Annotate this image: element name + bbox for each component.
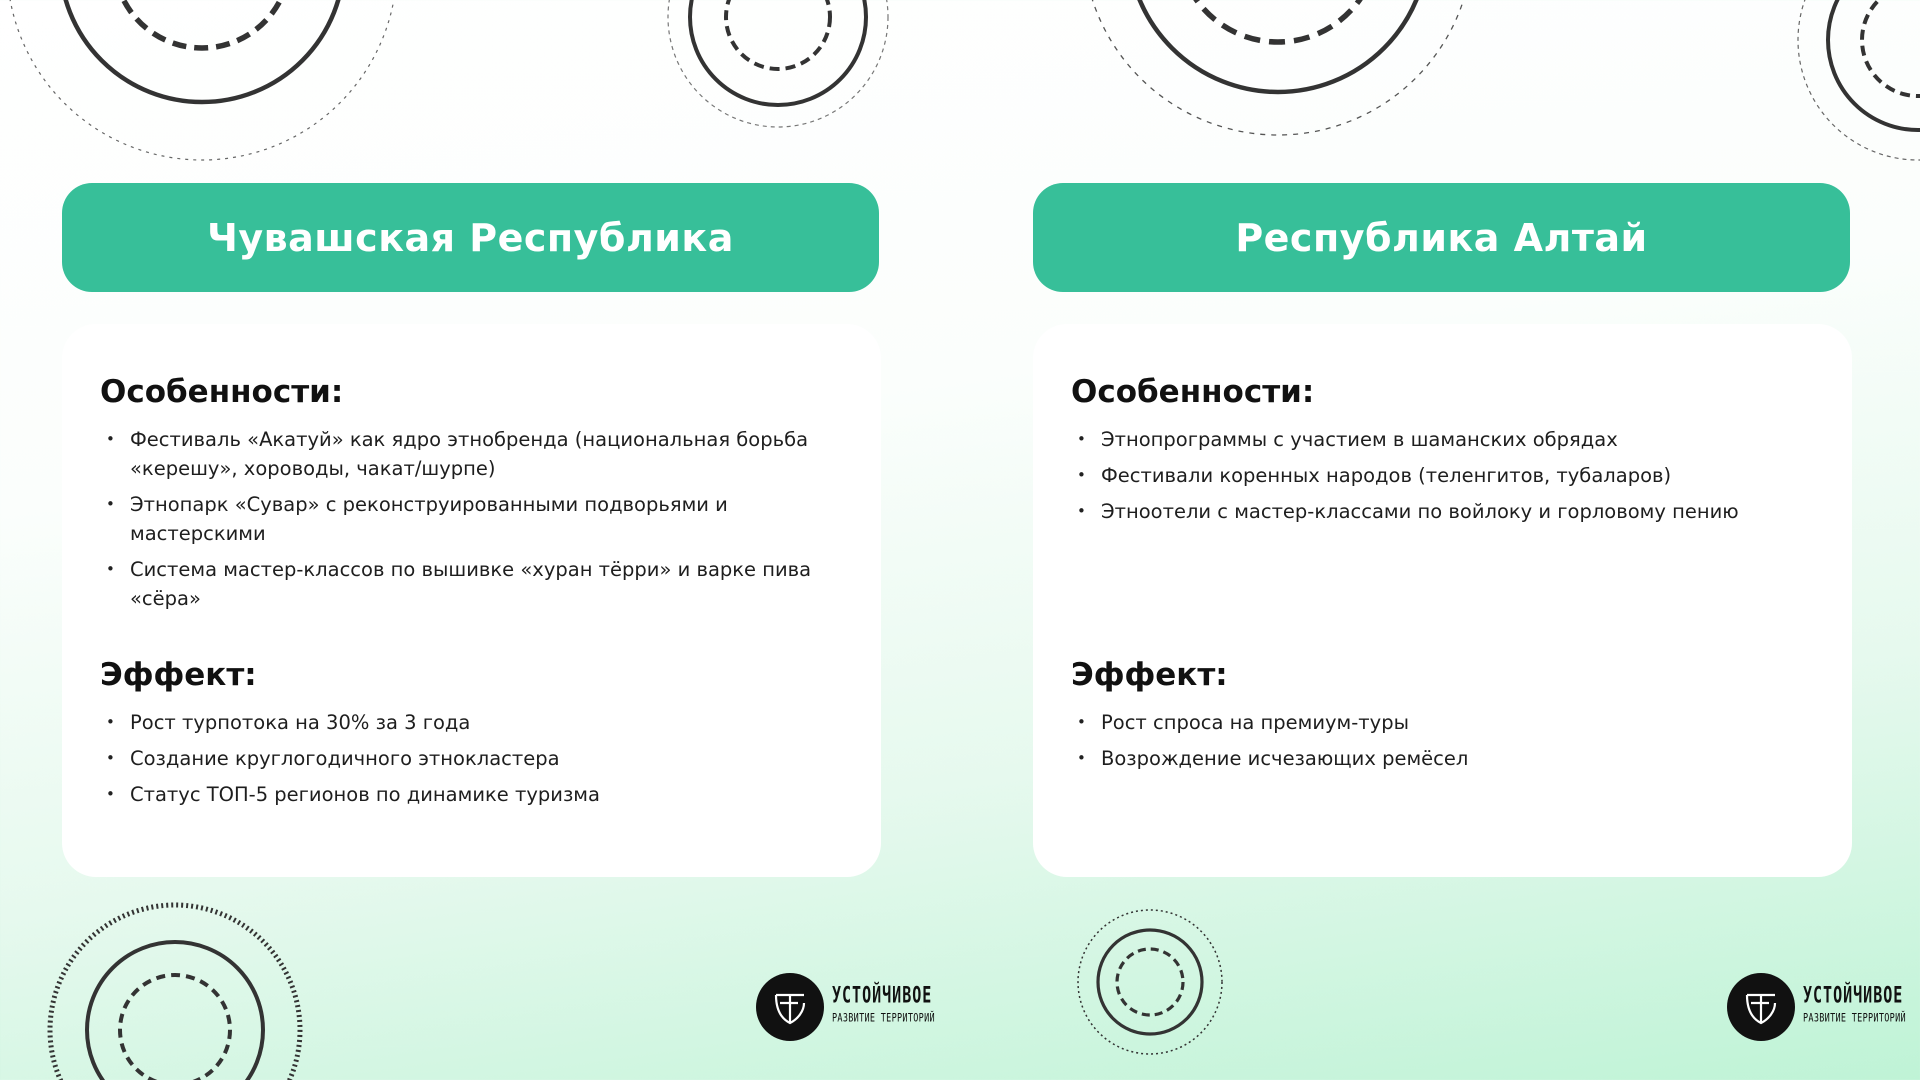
list-item: • Этнопарк «Сувар» с реконструированными подворьями и мастерскими [100,490,820,548]
list-item: • Возрождение исчезающих ремёсел [1071,744,1811,773]
brand-tagline: РАЗВИТИЕ ТЕРРИТОРИЙ [832,1011,935,1026]
region-title: Республика Алтай [1033,183,1850,292]
region-panel-altai [971,0,1920,1080]
brand-name: УСТОЙЧИВОЕ [1803,981,1904,1009]
brand-tagline: РАЗВИТИЕ ТЕРРИТОРИЙ [1803,1011,1906,1026]
list-item: • Система мастер-классов по вышивке «хуран тёрри» и варке пива «сёра» [100,555,820,613]
list-item: • Этноотели с мастер-классами по войлоку и горловому пению [1071,497,1811,526]
features-heading: Особенности: [100,374,344,410]
features-list [1071,425,1811,533]
features-heading: Особенности: [1071,374,1315,410]
region-card [1033,324,1852,877]
list-item: • Фестивали коренных народов (теленгитов, тубаларов) [1071,461,1811,490]
brand-name: УСТОЙЧИВОЕ [832,981,933,1009]
list-item: • Статус ТОП-5 регионов по динамике туризма [100,780,840,809]
brand-emblem-icon [1727,973,1795,1041]
effect-heading: Эффект: [100,657,257,693]
region-title: Чувашская Республика [62,183,879,292]
list-item: • Фестиваль «Акатуй» как ядро этнобренда (национальная борьба «керешу», хороводы, чакат/шурпе) [100,425,820,483]
list-item: • Создание круглогодичного этнокластера [100,744,840,773]
list-item: • Рост турпотока на 30% за 3 года [100,708,840,737]
brand-logo [756,973,935,1041]
region-card [62,324,881,877]
features-list [100,425,820,620]
effects-list [100,708,840,816]
brand-logo [1727,973,1906,1041]
effect-heading: Эффект: [1071,657,1228,693]
list-item: • Рост спроса на премиум-туры [1071,708,1811,737]
list-item: • Этнопрограммы с участием в шаманских обрядах [1071,425,1811,454]
effects-list [1071,708,1811,780]
brand-emblem-icon [756,973,824,1041]
